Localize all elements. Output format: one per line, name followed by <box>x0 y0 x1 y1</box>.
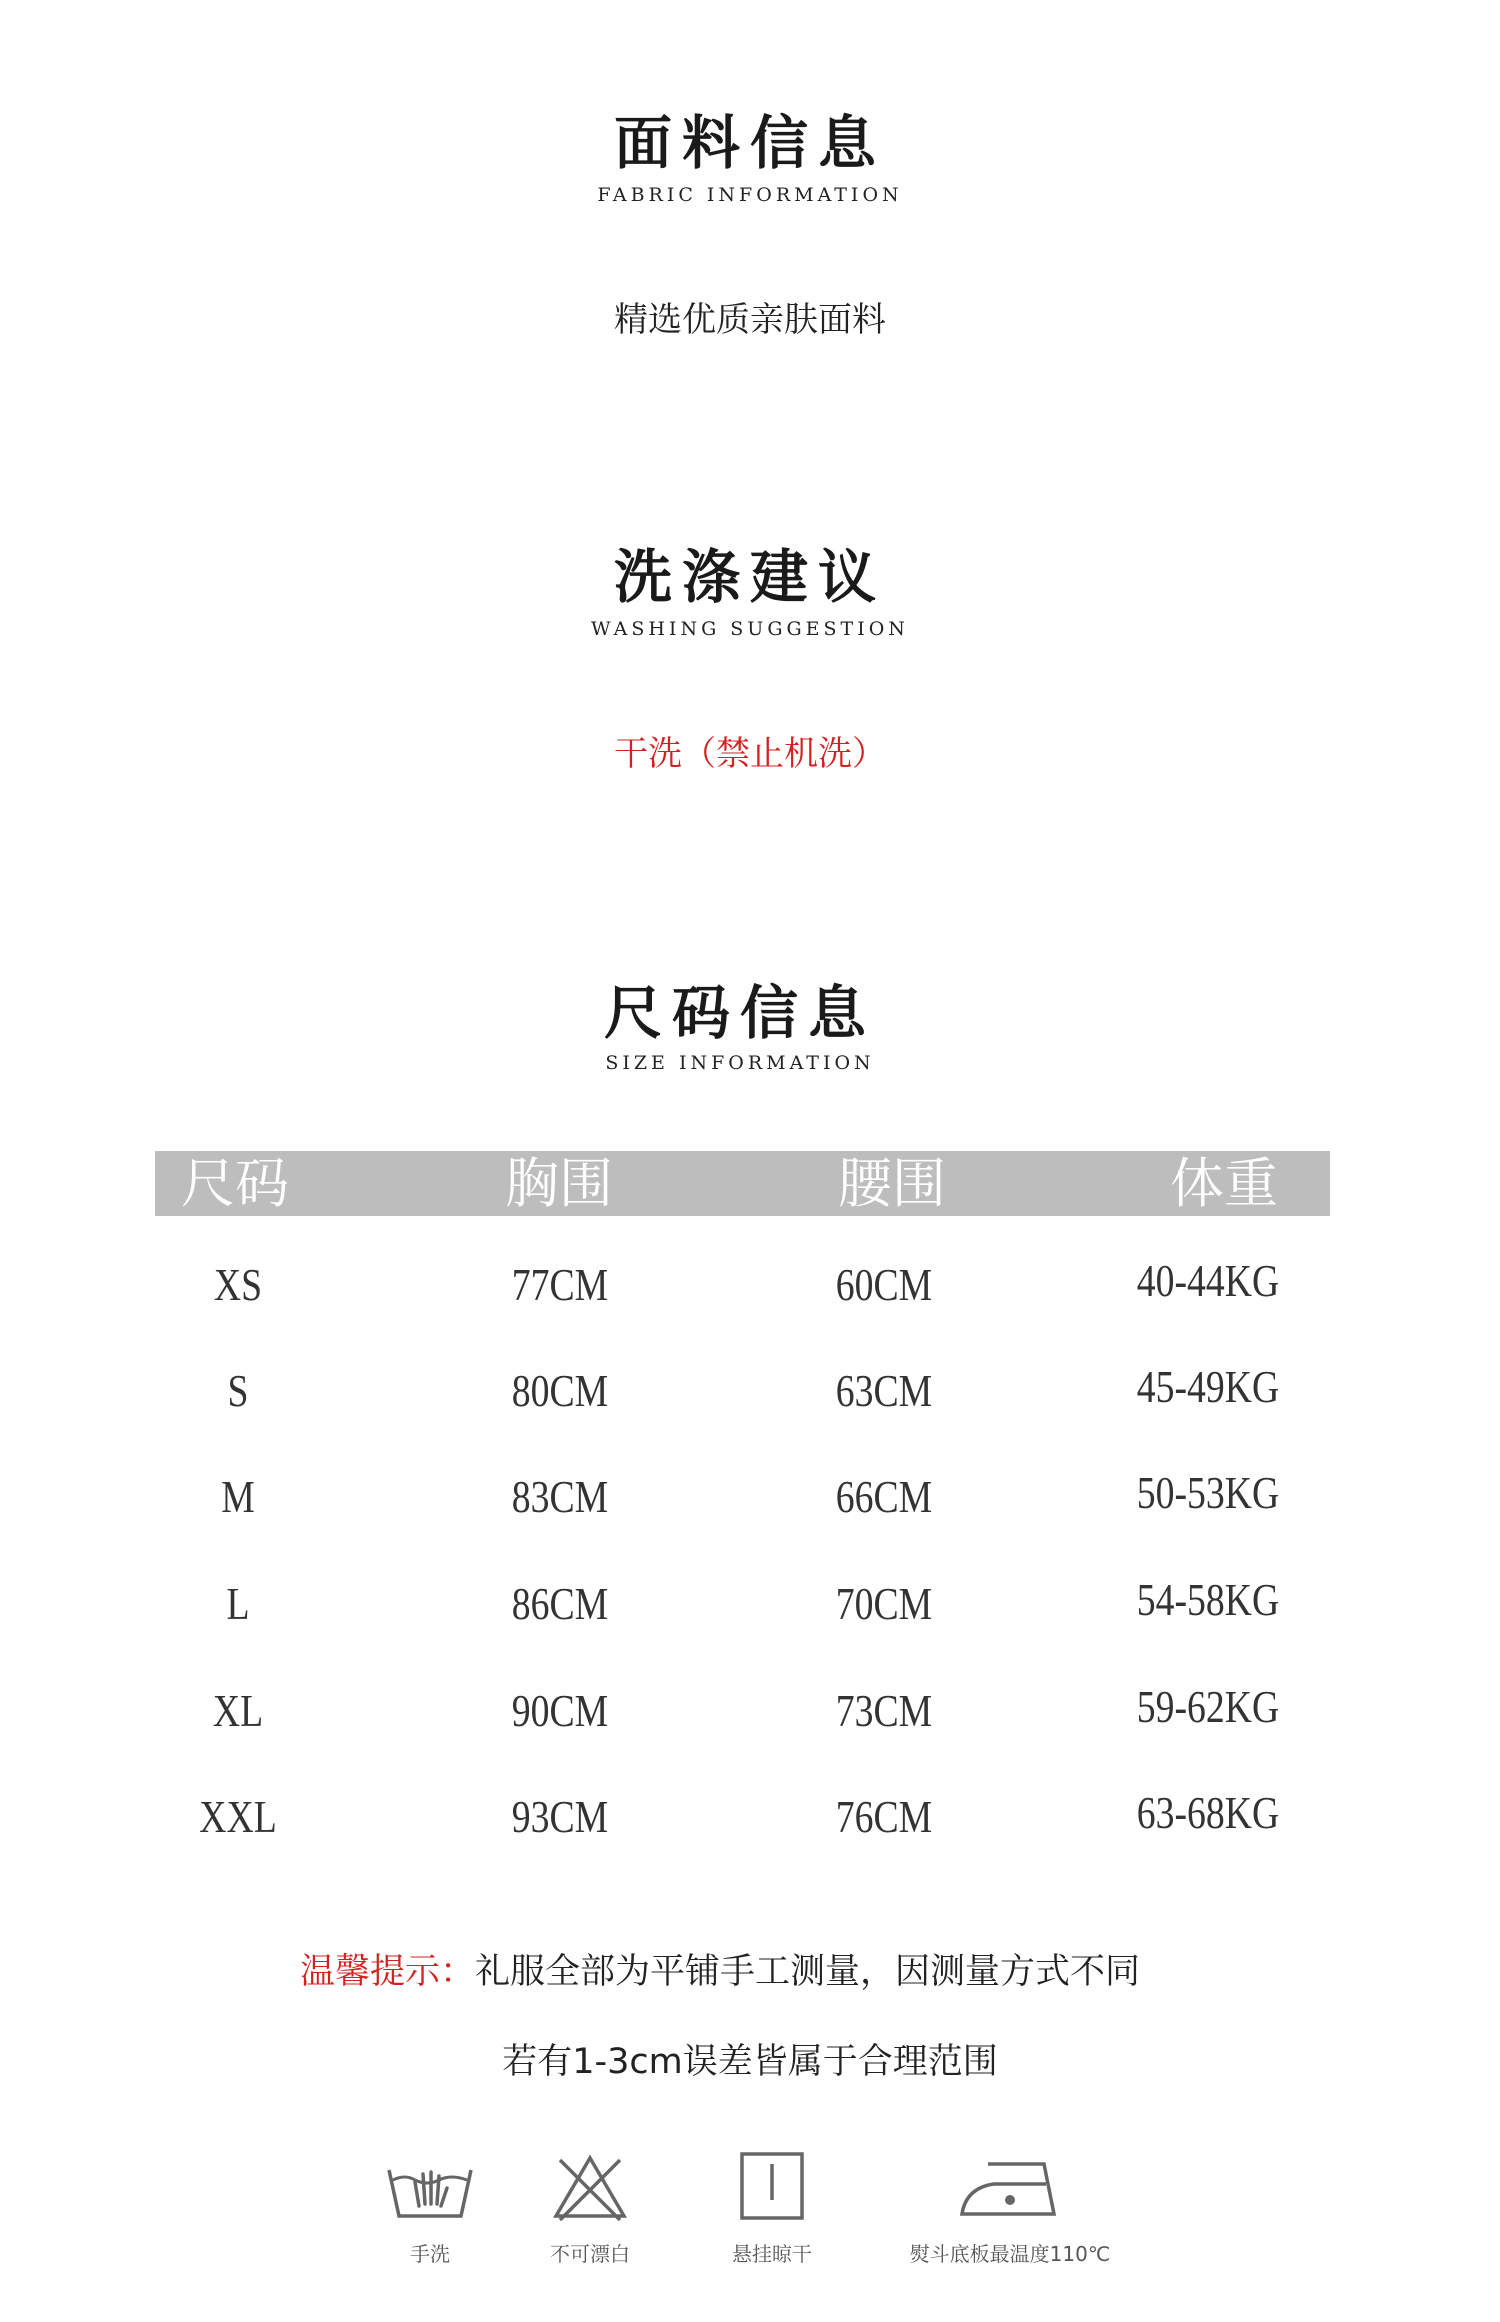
chest-cell: 90CM <box>511 1685 609 1736</box>
no-bleach-icon <box>550 2152 630 2222</box>
size-cell: XXL <box>199 1791 277 1842</box>
weight-cell: 50-53KG <box>1136 1467 1280 1518</box>
size-cell: XS <box>213 1259 263 1310</box>
care-label-no-bleach: 不可漂白 <box>550 2242 630 2266</box>
care-label-hang-dry: 悬挂晾干 <box>732 2242 812 2266</box>
tip-text-1: 礼服全部为平铺手工测量，因测量方式不同 <box>475 1952 1141 1992</box>
waist-cell: 76CM <box>835 1791 933 1842</box>
size-cell: XL <box>212 1685 264 1736</box>
size-table-header <box>155 1151 1330 1216</box>
waist-cell: 66CM <box>835 1471 933 1522</box>
fabric-title: 面料信息 <box>613 109 886 177</box>
hand-wash-icon <box>385 2152 475 2222</box>
weight-cell: 63-68KG <box>1136 1787 1280 1838</box>
size-cell: S <box>227 1365 249 1416</box>
size-cell: L <box>226 1578 250 1629</box>
iron-icon <box>958 2158 1058 2220</box>
weight-cell: 54-58KG <box>1136 1574 1280 1625</box>
waist-cell: 63CM <box>835 1365 933 1416</box>
column-header-size: 尺码 <box>181 1152 289 1215</box>
washing-text: 干洗（禁止机洗） <box>614 734 886 774</box>
waist-cell: 73CM <box>835 1685 933 1736</box>
waist-cell: 70CM <box>835 1578 933 1629</box>
weight-cell: 40-44KG <box>1136 1255 1280 1306</box>
waist-cell: 60CM <box>835 1259 933 1310</box>
column-header-waist: 腰围 <box>838 1152 946 1215</box>
washing-subtitle: WASHING SUGGESTION <box>591 618 909 640</box>
fabric-subtitle: FABRIC INFORMATION <box>597 184 903 206</box>
care-label-iron: 熨斗底板最温度110℃ <box>909 2242 1111 2266</box>
washing-title: 洗涤建议 <box>613 543 886 611</box>
tip-label: 温馨提示： <box>300 1952 476 1992</box>
column-header-weight: 体重 <box>1170 1152 1278 1215</box>
weight-cell: 59-62KG <box>1136 1681 1280 1732</box>
size-cell: M <box>221 1471 255 1522</box>
chest-cell: 77CM <box>511 1259 609 1310</box>
weight-cell: 45-49KG <box>1136 1361 1280 1412</box>
chest-cell: 86CM <box>511 1578 609 1629</box>
tip-line-2: 若有1-3cm误差皆属于合理范围 <box>502 2042 998 2082</box>
fabric-text: 精选优质亲肤面料 <box>614 300 886 340</box>
size-subtitle: SIZE INFORMATION <box>605 1052 875 1074</box>
care-label-hand-wash: 手洗 <box>410 2242 450 2266</box>
column-header-chest: 胸围 <box>505 1152 613 1215</box>
tip-line-1 <box>300 1944 1140 1994</box>
size-title: 尺码信息 <box>603 979 876 1047</box>
chest-cell: 80CM <box>511 1365 609 1416</box>
chest-cell: 83CM <box>511 1471 609 1522</box>
chest-cell: 93CM <box>511 1791 609 1842</box>
hang-dry-icon <box>738 2150 806 2222</box>
